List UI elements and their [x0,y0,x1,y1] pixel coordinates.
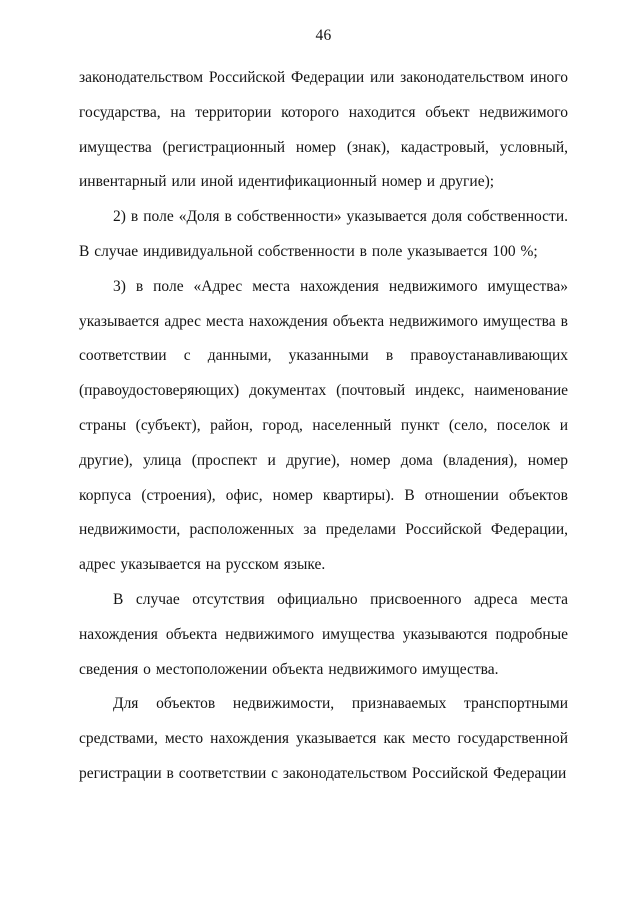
paragraph-continuation: законодательством Российской Федерации или законодательством иного государства, на территории которого находится объект недвижимого имущества (регистрационный номер (знак), кадастровый, условный, инвентарный или иной идентификационный номер и другие); [79,69,568,191]
paragraph-transport: Для объектов недвижимости, признаваемых транспортными средствами, место нахождения указывается как место государственной регистрации в соответствии с законодательством Российской Федерации [79,695,568,782]
paragraph-item-2: 2) в поле «Доля в собственности» указывается доля собственности. В случае индивидуальной собственности в поле указывается 100 %; [79,208,568,260]
paragraph-item-3: 3) в поле «Адрес места нахождения недвижимого имущества» указывается адрес места нахождения объекта недвижимого имущества в соответствии с данными, указанными в правоустанавливающих (правоудостоверяющих) документах (почтовый индекс, наименование страны (субъект), район, город, населенный пункт (село, поселок и другие), улица (проспект и другие), номер дома (владения), номер корпуса (строения), офис, номер квартиры). В отношении объектов недвижимости, расположенных за пределами Российской Федерации, адрес указывается на русском языке. [79,277,568,574]
page-number: 46 [315,27,332,44]
paragraph-no-address: В случае отсутствия официально присвоенного адреса места нахождения объекта недвижимого имущества указываются подробные сведения о местоположении объекта недвижимого имущества. [79,590,568,678]
